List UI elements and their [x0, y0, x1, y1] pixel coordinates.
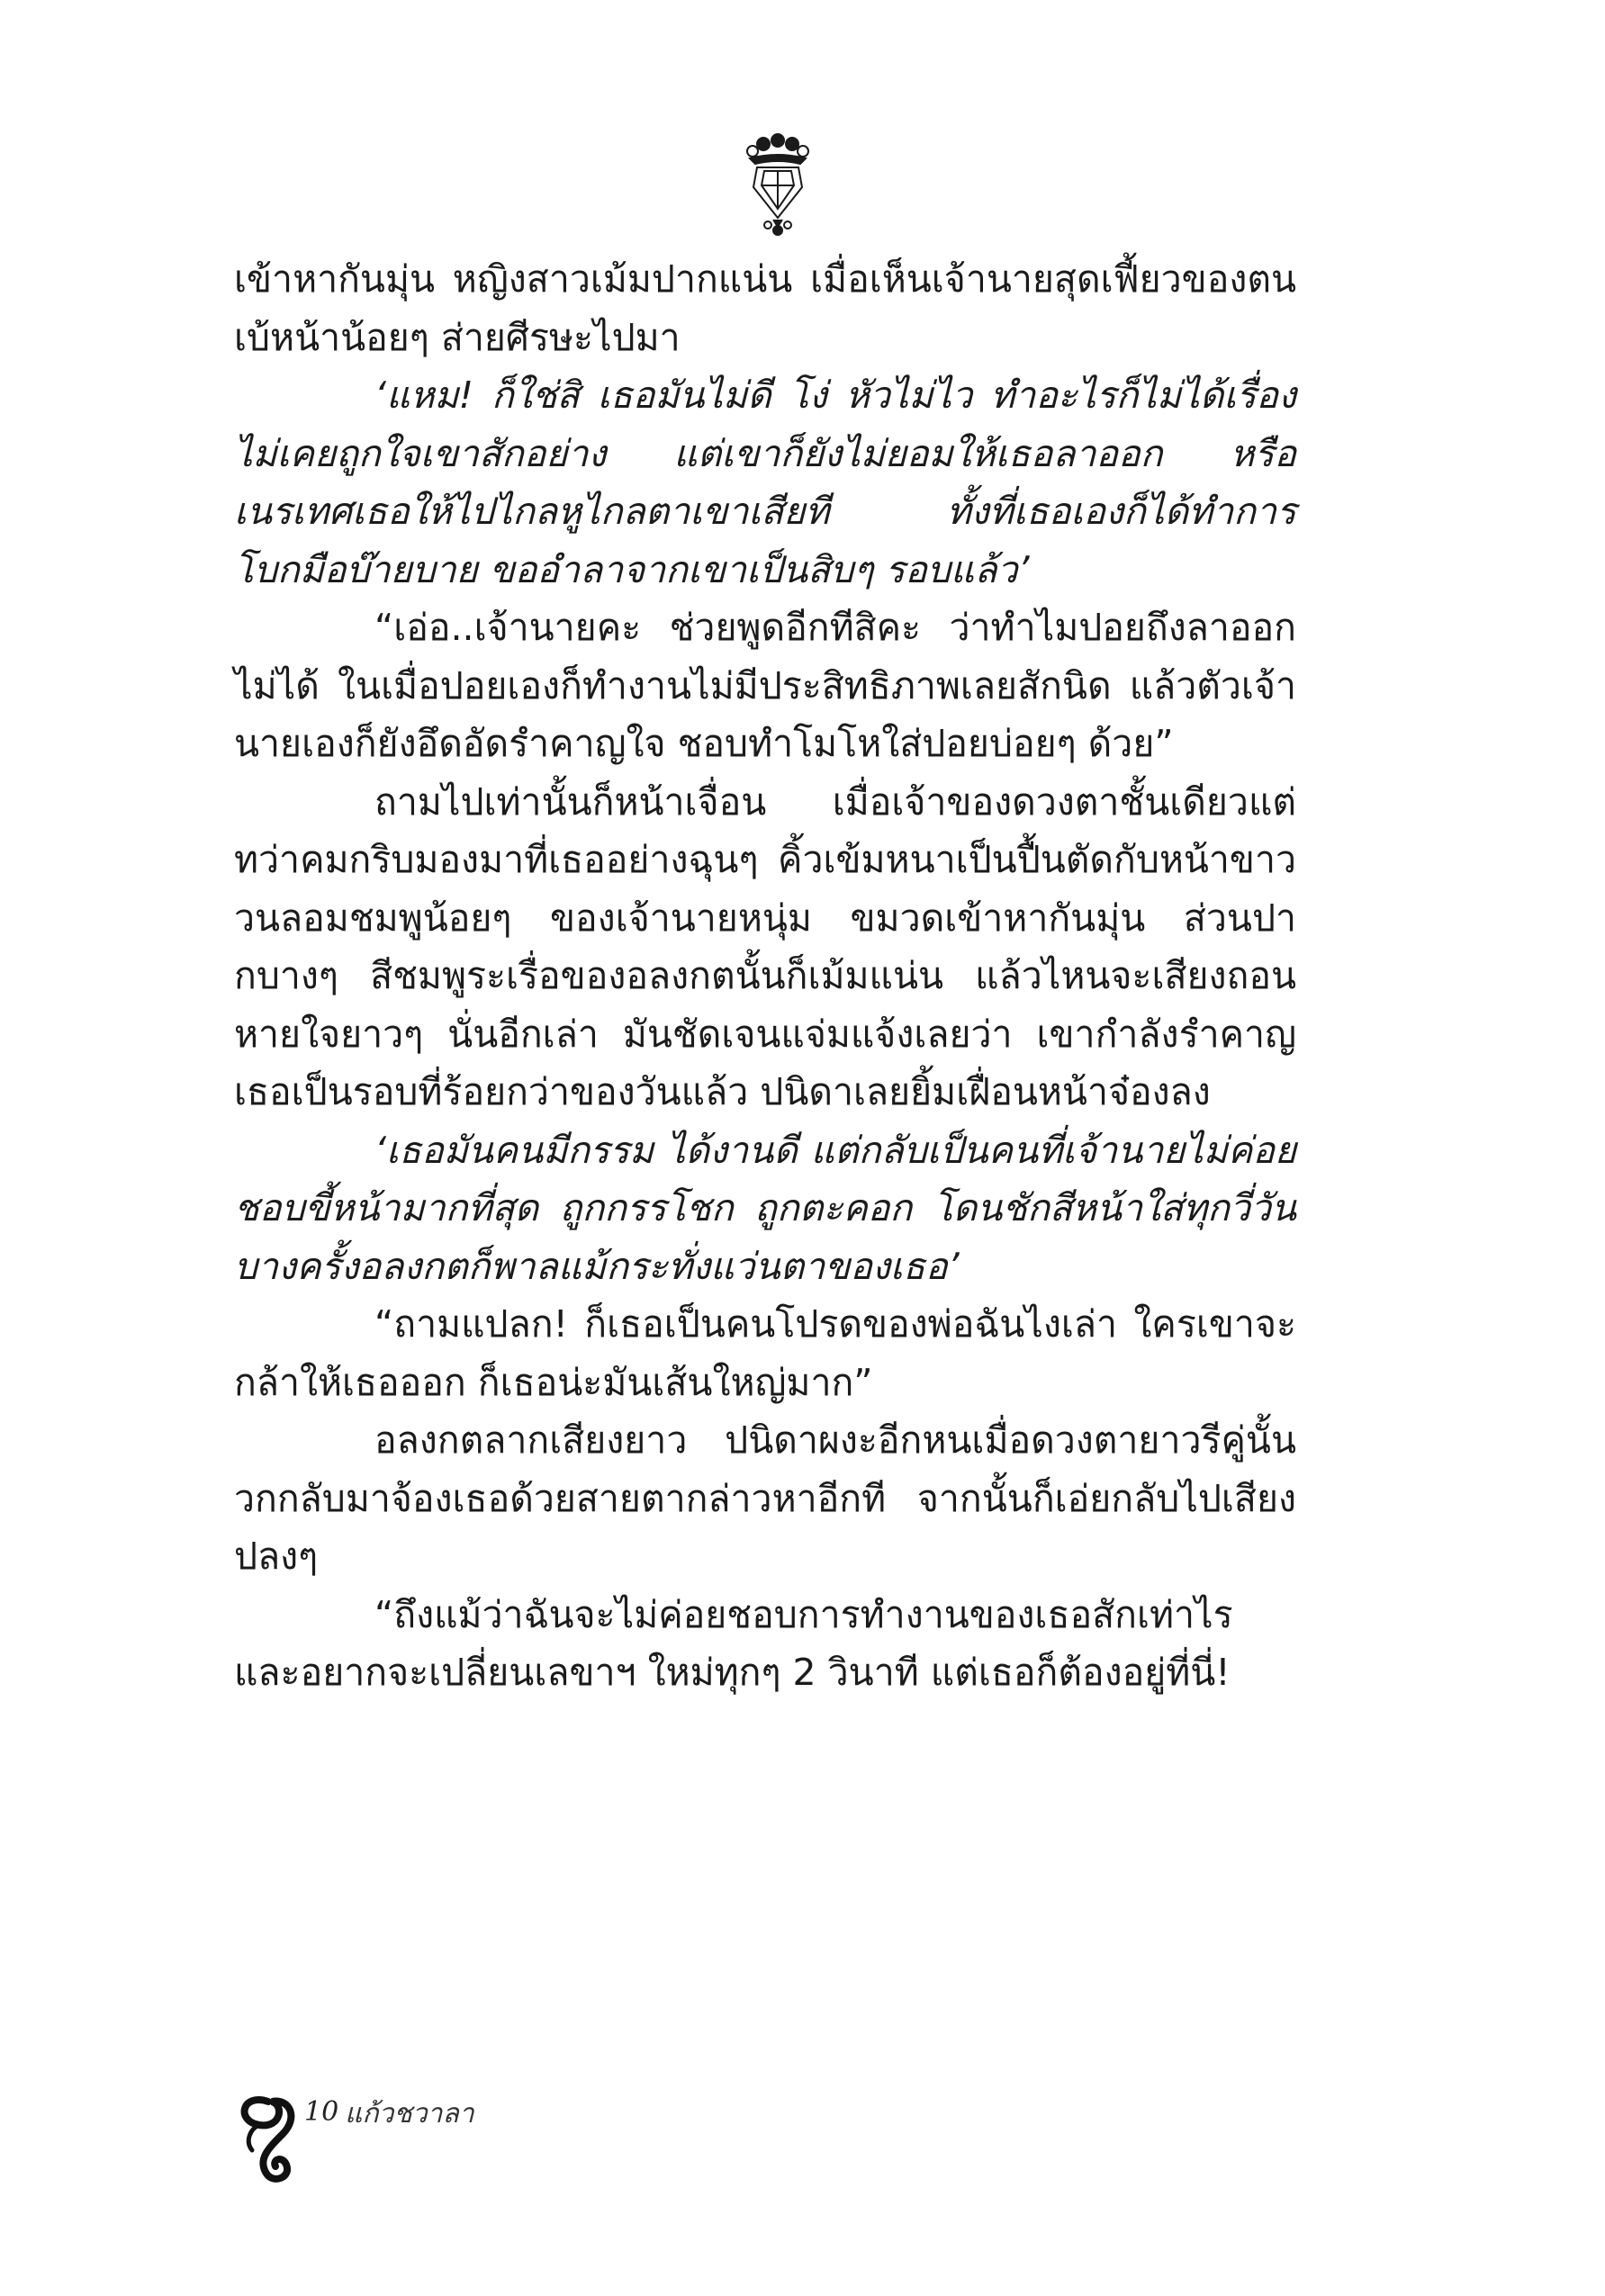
page-footer [232, 2066, 592, 2183]
paragraph: “ถามแปลก! ก็เธอเป็นคนโปรดของพ่อฉันไงเล่า ใครเขาจะกล้าให้เธอออก ก็เธอน่ะมันเส้นใหญ่มาก” [234, 1302, 1296, 1404]
lantern-ornament-icon [737, 131, 818, 238]
paragraph: “ถึงแม้ว่าฉันจะไม่ค่อยชอบการทำงานของเธอสักเท่าไร และอยากจะเปลี่ยนเลขาฯ ใหม่ทุกๆ 2 วินาที แต่เธอก็ต้องอยู่ที่นี่! [234, 1592, 1233, 1694]
author-name: แก้วชวาลา [345, 2098, 474, 2129]
paragraph: ‘เธอมันคนมีกรรม ได้งานดี แต่กลับเป็นคนที่เจ้านายไม่ค่อยชอบขี้หน้ามากที่สุด ถูกกรรโชก ถูกตะคอก โดนชักสีหน้าใส่ทุกวี่วันบางครั้งอลงกตก็พาลแม้กระทั่งแว่นตาของเธอ’ [234, 1128, 1296, 1288]
folio-swirl-icon [232, 2066, 313, 2183]
paragraph: เข้าหากันมุ่น หญิงสาวเม้มปากแน่น เมื่อเห็นเจ้านายสุดเฟี้ยวของตนเบ้หน้าน้อยๆ ส่ายศีรษะไปมา [234, 257, 1296, 359]
paragraph: ถามไปเท่านั้นก็หน้าเจื่อน เมื่อเจ้าของดวงตาชั้นเดียวแต่ทว่าคมกริบมองมาที่เธออย่างฉุนๆ คิ้วเข้มหนาเป็นปื้นตัดกับหน้าขาววนลอมชมพูน้อยๆ ของเจ้านายหนุ่ม ขมวดเข้าหากันมุ่น ส่วนปากบางๆ สีชมพูระเรื่อของอลงกตนั้นก็เม้มแน่น แล้วไหนจะเสียงถอนหายใจยาวๆ นั่นอีกเล่า มันชัดเจนแจ่มแจ้งเลยว่า เขากำลังรำคาญเธอเป็นรอบที่ร้อยกว่าของวันแล้ว ปนิดาเลยยิ้มเฝื่อนหน้าจ๋องลง [234, 779, 1296, 1113]
paragraph: “เอ่อ..เจ้านายคะ ช่วยพูดอีกทีสิคะ ว่าทำไมปอยถึงลาออกไม่ได้ ในเมื่อปอยเองก็ทำงานไม่มีประสิทธิภาพเลยสักนิด แล้วตัวเจ้านายเองก็ยังอึดอัดรำคาญใจ ชอบทำโมโหใส่ปอยบ่อยๆ ด้วย” [234, 606, 1296, 765]
paragraph: อลงกตลากเสียงยาว ปนิดาผงะอีกหนเมื่อดวงตายาวรีคู่นั้นวกกลับมาจ้องเธอด้วยสายตากล่าวหาอีกที จากนั้นก็เอ่ยกลับไปเสียงปลงๆ [234, 1418, 1296, 1578]
story-text [234, 250, 1296, 1702]
page-number: 10 [304, 2096, 339, 2128]
paragraph: ‘แหม! ก็ใช่สิ เธอมันไม่ดี โง่ หัวไม่ไว ทำอะไรก็ไม่ได้เรื่อง ไม่เคยถูกใจเขาสักอย่าง แต่เขาก็ยังไม่ยอมให้เธอลาออก หรือเนรเทศเธอให้ไปไกลหูไกลตาเขาเสียที ทั้งที่เธอเองก็ได้ทำการโบกมือบ๊ายบาย ขออำลาจากเขาเป็นสิบๆ รอบแล้ว’ [234, 374, 1296, 591]
